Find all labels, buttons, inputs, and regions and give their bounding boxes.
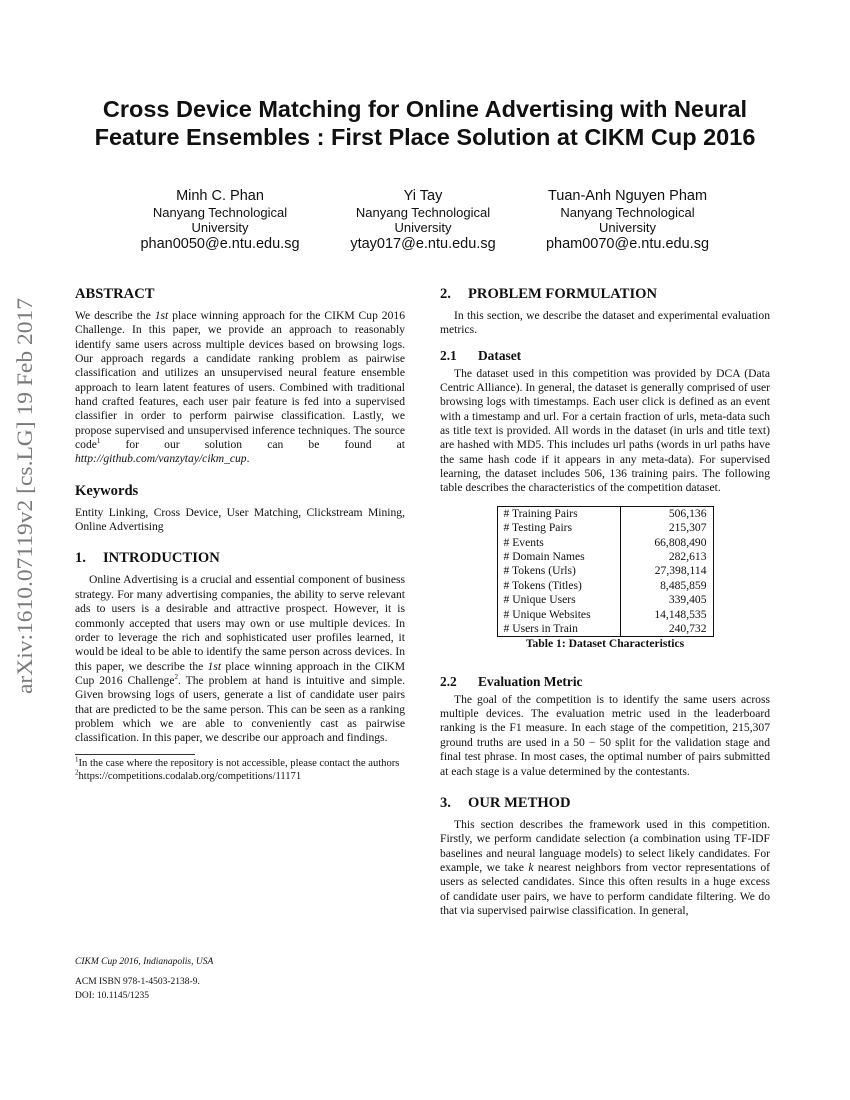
author-name: Yi Tay — [403, 188, 443, 204]
table-cell-value: 27,398,114 — [654, 564, 707, 578]
dataset-heading: 2.1 Dataset — [440, 347, 522, 363]
method-heading: 3. OUR METHOD — [440, 794, 571, 811]
footnote-mark: 2 — [174, 673, 178, 682]
right-column — [440, 286, 770, 918]
dataset-text: The dataset used in this competition was provided by DCA (Data Centric Alliance). In general, the dataset is generally comprised of user browsing logs with timestamps. Each user click is defined as an event with a timestamp and url. For a certain fraction of urls, meta-data such as title text is provided. All words in the dataset (in urls and title text) are hashed with MD5. This includes url paths (words in url paths have the same hash code if it appears in any meta-data). For supervised learning, the dataset includes 506, 136 training pairs. The following table describes the characteristics of the competition dataset. — [440, 366, 770, 495]
problem-intro: In this section, we describe the dataset and experimental evaluation metrics. — [440, 309, 770, 337]
problem-heading: 2. PROBLEM FORMULATION — [440, 286, 658, 302]
evaluation-text: The goal of the competition is to identify the same users across multiple devices. The evaluation metric used in the leaderboard ranking is the F1 measure. In each stage of the competition, 215,307 ground truths are used in a 50 − 50 split for the validation stage and final test phrase. In most cases, the optimal number of pairs submitted at each stage is a value determined by the contestants. — [440, 692, 770, 778]
method-text: This section describes the framework used in this competition. Firstly, we perform candidate selection (a combination using TF-IDF baselines and neural language models) to select likely candidates. For example, we take k nearest neighbors from vector representations of users as selected candidates. Since this often results in a huge excess of candidate user pairs, we have to perform candidate filtering. We do that via supervised pairwise classification. In general, — [440, 817, 770, 917]
author-email: pham0070@e.ntu.edu.sg — [545, 236, 710, 252]
author-name: Minh C. Phan — [176, 188, 264, 204]
abstract-heading: ABSTRACT — [75, 286, 155, 302]
author-block-2 — [333, 188, 513, 253]
table-cell-label: # Tokens (Titles) — [497, 579, 620, 593]
conference-info — [75, 955, 213, 1003]
table-row — [497, 579, 713, 593]
table-cell-label: # Tokens (Urls) — [497, 564, 620, 578]
author-email: phan0050@e.ntu.edu.sg — [140, 236, 300, 252]
author-affiliation: Nanyang Technological — [560, 205, 695, 220]
evaluation-heading: 2.2 Evaluation Metric — [440, 673, 583, 689]
author-affiliation-2: University — [191, 220, 249, 235]
source-code-link[interactable]: http://github.com/vanzytay/cikm_cup — [75, 452, 247, 466]
table-row — [497, 608, 713, 622]
doi: DOI: 10.1145/1235 — [75, 991, 150, 1001]
abstract-text: We describe the 1st place winning approach for the CIKM Cup 2016 Challenge. In this paper, we provide an approach to reasonably identify same users across multiple devices based on browsing logs. Our approach regards a candidate ranking problem as pairwise classification and utilizes an unsupervised neural feature ensemble approach to learn latent features of users. Combined with traditional hand crafted features, each user pair feature is fed into a supervised classifier in order to perform pairwise classification. Lastly, we propose supervised and unsupervised inference techniques. The source code$^1$ for our solution can be found at http://github.com/vanzytay/cikm_cup. — [75, 309, 405, 466]
table-caption: Table 1: Dataset Characteristics — [525, 637, 685, 651]
intro-heading: 1. INTRODUCTION — [75, 550, 220, 567]
table-row — [497, 521, 713, 535]
left-column — [75, 286, 405, 783]
table-row — [497, 564, 713, 578]
keywords-heading: Keywords — [75, 482, 139, 499]
table-cell-value: 506,136 — [668, 506, 707, 520]
table-cell-label: # Unique Websites — [497, 608, 620, 622]
acm-isbn: ACM ISBN 978-1-4503-2138-9. — [75, 977, 200, 987]
arxiv-stamp-text: arXiv:1610.07119v2 [cs.LG] 19 Feb 2017 — [12, 323, 37, 694]
table-row — [497, 593, 713, 607]
table-cell-value: 14,148,535 — [654, 607, 707, 621]
dataset-table — [497, 506, 714, 638]
conference-venue: CIKM Cup 2016, Indianapolis, USA — [75, 957, 214, 967]
arxiv-stamp — [4, 296, 44, 696]
title-line-1: Cross Device Matching for Online Advertising with Neural — [102, 96, 748, 122]
table-cell-label: # Training Pairs — [497, 506, 620, 521]
paper-title — [40, 95, 810, 151]
table-row — [497, 536, 713, 550]
footnote-url[interactable]: https://competitions.codalab.org/competitions/11171 — [78, 770, 302, 782]
footnote-mark: 1 — [96, 437, 101, 446]
author-block-3 — [525, 188, 730, 253]
table-cell-value: 339,405 — [668, 593, 707, 607]
table-cell-label: # Users in Train — [497, 622, 620, 637]
intro-text: Online Advertising is a crucial and essential component of business strategy. For many advertising companies, the ability to serve relevant ads to users is a desirable and attractive prospect. However, it is commonly accepted that users may own or use multiple devices. In order to leverage the rich and sophisticated user profiles learned, it would be ideal to be able to identify the same person across devices. In this paper, we describe the 1st place winning approach in the CIKM Cup 2016 Challenge$^2$. The problem at hand is intuitive and simple. Given browsing logs of users, generate a list of candidate user pairs that are predicted to be the same person. This can be seen as a ranking problem which we are able to conveniently cast as pairwise classification. In this paper, we describe our approach and findings. — [75, 573, 406, 745]
table-cell-label: # Testing Pairs — [497, 521, 620, 535]
footnote-1: $^1$In the case where the repository is not accessible, please contact the authors — [75, 755, 400, 769]
table-cell-label: # Unique Users — [497, 593, 620, 607]
author-affiliation: Nanyang Technological — [152, 205, 288, 220]
table-row — [497, 622, 713, 637]
table-cell-value: 66,808,490 — [654, 535, 707, 549]
table-cell-value: 8,485,859 — [660, 578, 707, 592]
author-name: Tuan-Anh Nguyen Pham — [547, 188, 708, 204]
table-row — [497, 506, 713, 521]
title-line-2: Feature Ensembles : First Place Solution at CIKM Cup 2016 — [94, 124, 756, 150]
keywords-text: Entity Linking, Cross Device, User Matching, Clickstream Mining, Online Advertising — [75, 505, 405, 534]
table-cell-value: 282,613 — [668, 550, 707, 563]
table-cell-value: 240,732 — [668, 622, 707, 636]
table-cell-label: # Events — [497, 536, 620, 550]
author-affiliation-2: University — [598, 220, 657, 235]
author-email: ytay017@e.ntu.edu.sg — [350, 236, 496, 252]
author-block-1 — [130, 188, 310, 253]
table-cell-value: 215,307 — [668, 521, 707, 535]
author-affiliation-2: University — [394, 220, 452, 235]
footnotes — [75, 754, 400, 783]
footnote-2: $^2$https://competitions.codalab.org/competitions/11171 — [75, 768, 302, 782]
table-cell-label: # Domain Names — [497, 550, 620, 564]
author-affiliation: Nanyang Technological — [355, 205, 491, 220]
table-row — [497, 550, 713, 564]
